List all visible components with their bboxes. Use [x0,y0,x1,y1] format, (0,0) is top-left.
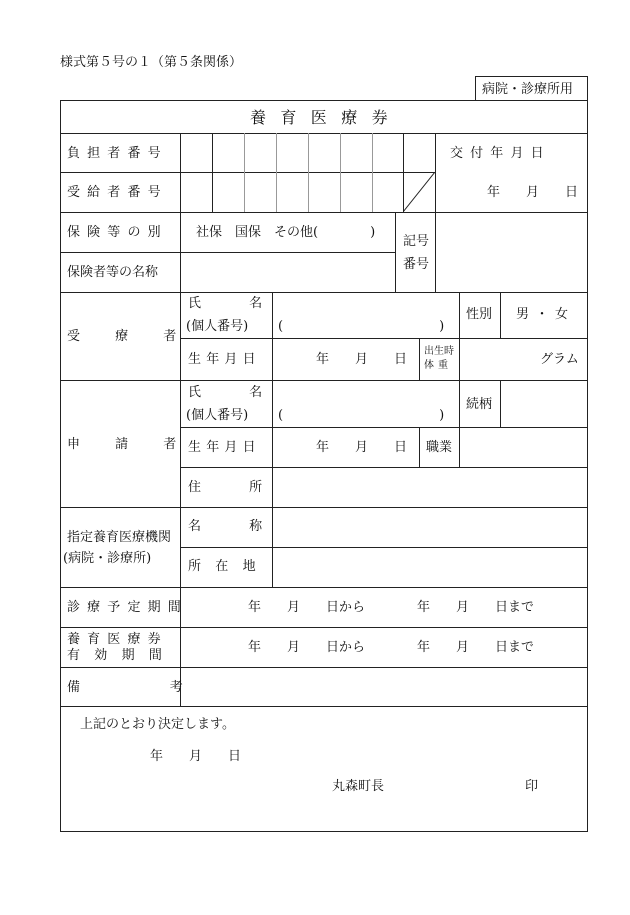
patient-label: 受療者 [67,329,212,344]
applicant-address-label: 住所 [188,480,311,495]
patient-birth-label: 生年月日 [188,352,261,367]
payer-number-label: 負担者番号 [67,146,168,161]
patient-name-label: 氏名 [188,296,311,311]
recipient-number-label: 受給者番号 [67,185,168,200]
institution-name-label: 名称 [188,519,311,534]
ticket-period-label-2: 有効期間 [67,648,177,663]
decision-text: 上記のとおり決定します。 [80,717,235,732]
form-number: 様式第５号の１（第５条関係） [60,55,243,70]
applicant-name-label: 氏名 [188,385,311,400]
patient-id-label: (個人番号) [186,319,249,334]
seal-label: 印 [525,779,539,794]
patient-sex-options: 男・女 [516,307,575,322]
institution-label-1: 指定養育医療機関 [67,530,172,545]
weight-unit: グラム [540,352,579,367]
applicant-relation-label: 続柄 [466,397,493,412]
issue-date-label: 交付年月日 [450,146,551,161]
symbol-label: 記号 [403,234,430,249]
institution-label-2: (病院・診療所) [63,551,152,566]
applicant-label: 申請者 [67,437,212,452]
weight-label-2: 体重 [424,360,452,371]
form-title: 養育医療券 [250,108,403,127]
insurance-type-label: 保険等の別 [67,225,168,240]
corner-label: 病院・診療所用 [482,82,574,97]
slash-mark [403,172,435,212]
issue-date-blank: 年 月 日 [487,185,579,200]
patient-sex-label: 性別 [466,307,493,322]
ticket-period-range: 年 月 日から 年 月 日まで [248,640,535,655]
applicant-id-paren: ( ) [278,408,445,423]
number-label: 番号 [403,257,430,272]
treatment-period-range: 年 月 日から 年 月 日まで [248,600,535,615]
applicant-id-label: (個人番号) [186,408,249,423]
patient-birth-blank: 年 月 日 [316,352,408,367]
patient-id-paren: ( ) [278,319,445,334]
applicant-birth-blank: 年 月 日 [316,440,408,455]
insurer-name-label: 保険者等の名称 [67,265,159,280]
treatment-period-label: 診療予定期間 [67,600,188,615]
institution-location-label: 所在地 [188,559,270,574]
applicant-job-label: 職業 [426,440,453,455]
mayor-label: 丸森町長 [332,779,385,794]
ticket-period-label-1: 養育医療券 [67,632,168,647]
insurance-options: 社保 国保 その他( ) [196,225,376,240]
applicant-birth-label: 生年月日 [188,440,261,455]
corner-label-box [475,76,588,101]
decision-date-blank: 年 月 日 [150,749,242,764]
weight-label-1: 出生時 [424,346,454,357]
remarks-label: 備考 [67,680,273,695]
